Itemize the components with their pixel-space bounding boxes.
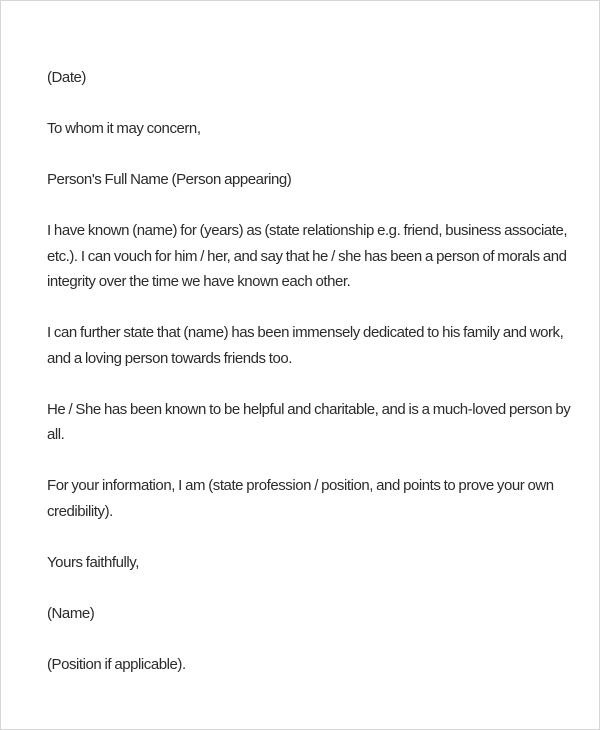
letter-paragraph-1: I have known (name) for (years) as (state relationship e.g. friend, business associate, etc.). I can vouch for him / her, and say that he / she has been a person of morals and integrity over the time we have known each other. [47, 222, 568, 290]
letter-subject: Person's Full Name (Person appearing) [47, 171, 292, 188]
letter-closing: Yours faithfully, [47, 553, 139, 571]
letter-date: (Date) [47, 69, 86, 86]
signature-position: (Position if applicable). [47, 655, 186, 673]
signature-name: (Name) [47, 604, 95, 622]
letter-paragraph-2: I can further state that (name) has been immensely dedicated to his family and work, and a loving person towards friends too. [47, 324, 564, 367]
letter-salutation: To whom it may concern, [47, 120, 201, 137]
letter-paragraph-4: For your information, I am (state profession / position, and points to prove your own credibility). [47, 477, 554, 520]
letter-body [47, 65, 577, 703]
letter-paragraph-3: He / She has been known to be helpful and charitable, and is a much-loved person by all. [47, 400, 571, 443]
